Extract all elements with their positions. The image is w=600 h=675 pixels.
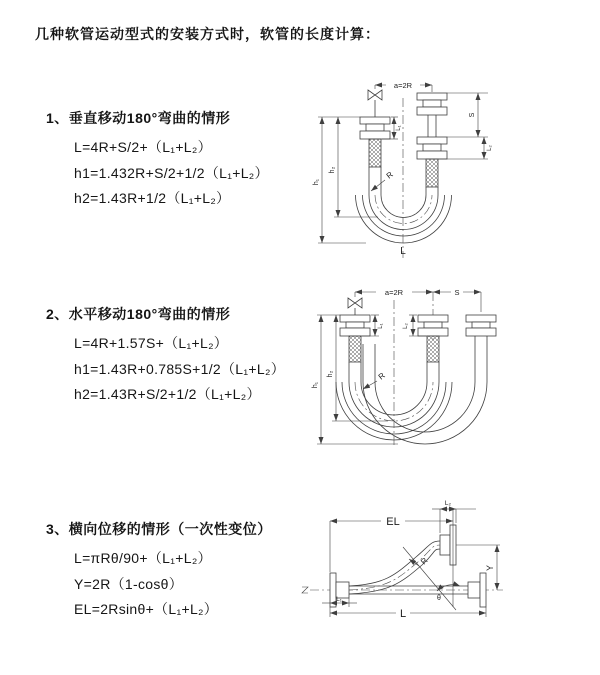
right-flange bbox=[468, 573, 486, 607]
dim-l1-label: L₁ bbox=[378, 323, 384, 329]
page-title: 几种软管运动型式的安装方式时，软管的长度计算： bbox=[35, 26, 380, 42]
right-union-fitting bbox=[466, 315, 496, 336]
right-union-fitting-upper bbox=[417, 93, 447, 115]
dim-l2-label: L₂ bbox=[403, 323, 409, 329]
section-1-formulas bbox=[74, 135, 269, 212]
centerline-mark bbox=[302, 587, 308, 593]
dimension-l2 bbox=[484, 137, 493, 159]
right-pipe-segment bbox=[428, 115, 436, 137]
u-bend-arcs bbox=[356, 195, 452, 243]
dimension-s bbox=[438, 93, 488, 159]
diagram-horizontal-180-bend bbox=[303, 282, 598, 454]
dim-a2r-label: a=2R bbox=[393, 81, 413, 90]
radius-label: R bbox=[419, 555, 430, 567]
section-3-formulas bbox=[74, 546, 272, 623]
section-3-heading: 3、横向位移的情形（一次性变位） bbox=[46, 521, 272, 537]
left-braided-hose bbox=[349, 336, 361, 382]
dim-l-label: L bbox=[399, 608, 407, 620]
dimension-a2r bbox=[375, 79, 432, 92]
diagram-lateral-displacement bbox=[298, 495, 600, 655]
left-union-fitting bbox=[340, 315, 370, 336]
left-braided-hose bbox=[369, 139, 381, 195]
radius-label: R bbox=[384, 169, 395, 181]
dim-l1-label: L₁ bbox=[396, 125, 402, 131]
radius-leader bbox=[371, 170, 395, 191]
dim-h2-label: h₂ bbox=[327, 370, 334, 378]
length-label: L bbox=[400, 246, 406, 257]
section-3-text bbox=[46, 519, 272, 623]
formula-line: h2=1.43R+1/2（L₁+L₂） bbox=[74, 190, 231, 206]
formula-line: h1=1.43R+0.785S+1/2（L₁+L₂） bbox=[74, 360, 285, 377]
dimension-l bbox=[330, 606, 486, 620]
dim-l2-label: L₂ bbox=[487, 145, 493, 151]
formula-line: Y=2R（1-cosθ） bbox=[74, 575, 184, 592]
dim-h2-label: h₂ bbox=[329, 166, 336, 174]
dim-l1-label: L₁ bbox=[336, 596, 342, 603]
formula-line: EL=2Rsinθ+（L₁+L₂） bbox=[74, 601, 219, 617]
right-union-fitting-lower bbox=[417, 137, 447, 159]
dimension-s bbox=[433, 286, 481, 297]
formula-line: L=4R+1.57S+（L₁+L₂） bbox=[74, 335, 229, 351]
dimension-el bbox=[330, 514, 453, 572]
formula-line: h1=1.432R+S/2+1/2（L₁+L₂） bbox=[74, 164, 269, 181]
valve-icon bbox=[348, 298, 362, 315]
dim-s-label: S bbox=[454, 288, 460, 297]
section-1-text bbox=[46, 108, 269, 212]
dim-y-label: Y bbox=[485, 564, 495, 572]
upper-flange bbox=[440, 525, 456, 565]
dim-a2r-label: a=2R bbox=[384, 288, 404, 297]
dim-h1-label: h₁ bbox=[313, 178, 320, 186]
formula-line: h2=1.43R+S/2+1/2（L₁+L₂） bbox=[74, 386, 261, 402]
middle-union-fitting bbox=[418, 315, 448, 336]
valve-icon bbox=[368, 90, 382, 117]
section-2-formulas bbox=[74, 331, 285, 408]
u-bend-displaced bbox=[363, 336, 487, 444]
theta-label: θ bbox=[437, 595, 441, 602]
section-2-heading: 2、水平移动180°弯曲的情形 bbox=[46, 306, 231, 322]
section-1-heading: 1、垂直移动180°弯曲的情形 bbox=[46, 110, 231, 126]
dim-el-label: EL bbox=[386, 516, 400, 528]
dim-l2-label: L₂ bbox=[444, 500, 452, 507]
dimension-l1 bbox=[322, 596, 357, 607]
formula-line: L=4R+S/2+（L₁+L₂） bbox=[74, 139, 212, 155]
middle-braided-hose bbox=[427, 336, 439, 382]
diagram-vertical-180-bend bbox=[308, 70, 593, 265]
dim-h1-label: h₁ bbox=[312, 381, 319, 389]
formula-line: L=πRθ/90+（L₁+L₂） bbox=[74, 550, 212, 566]
section-2-text bbox=[46, 304, 285, 408]
dim-s-label: S bbox=[469, 112, 476, 118]
right-braided-hose bbox=[426, 159, 438, 195]
radius-label: R bbox=[376, 370, 387, 382]
dimension-h1 bbox=[313, 117, 366, 243]
left-union-fitting bbox=[360, 117, 390, 139]
